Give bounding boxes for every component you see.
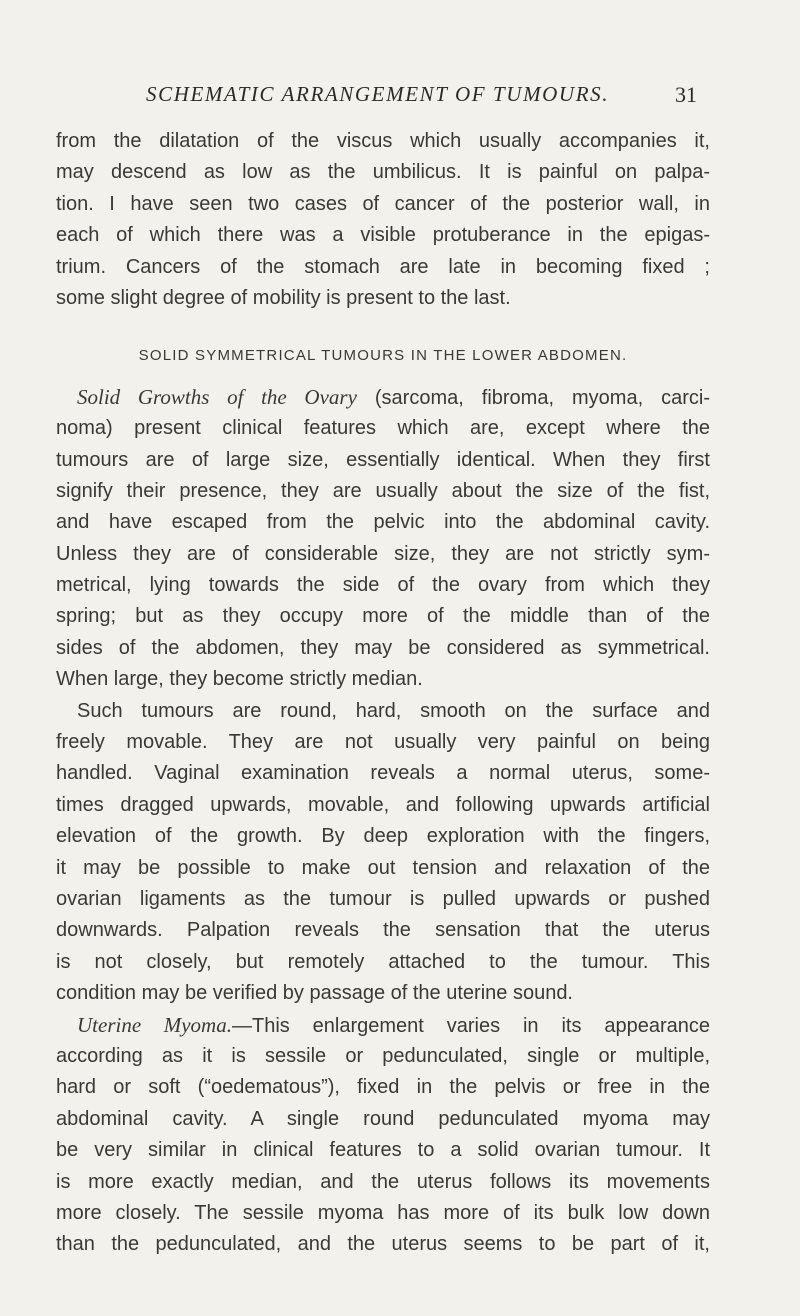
- text-line: [56, 382, 710, 413]
- text-line: is more exactly median, and the uterus follows its movements: [56, 1170, 710, 1193]
- section-heading: SOLID SYMMETRICAL TUMOURS IN THE LOWER ABDOMEN.: [138, 347, 628, 365]
- paragraph-4: [56, 1010, 710, 1261]
- text-line: Such tumours are round, hard, smooth on the surface and: [77, 699, 710, 722]
- text-line: than the pedunculated, and the uterus seems to be part of it,: [56, 1233, 710, 1256]
- text-line: spring; but as they occupy more of the middle than of the: [56, 605, 710, 628]
- text-line: is not closely, but remotely attached to the tumour. This: [56, 950, 710, 973]
- text-line: signify their presence, they are usually about the size of the fist,: [56, 479, 710, 502]
- text-line: according as it is sessile or pedunculated, single or multiple,: [56, 1044, 710, 1067]
- italic-term: Uterine Myoma.: [77, 1012, 232, 1037]
- paragraph-1: [56, 126, 710, 314]
- text-line: may descend as low as the umbilicus. It is painful on palpa-: [56, 161, 710, 184]
- text-line: some slight degree of mobility is present to the last.: [56, 286, 511, 309]
- text-line: more closely. The sessile myoma has more of its bulk low down: [56, 1201, 710, 1224]
- text-line: noma) present clinical features which are, except where the: [56, 417, 710, 440]
- text-line: and have escaped from the pelvic into the abdominal cavity.: [56, 511, 710, 534]
- text-line: trium. Cancers of the stomach are late in becoming fixed ;: [56, 255, 710, 278]
- text-line: downwards. Palpation reveals the sensation that the uterus: [56, 919, 710, 942]
- text-line: handled. Vaginal examination reveals a normal uterus, some-: [56, 762, 710, 785]
- page-number: 31: [675, 82, 697, 107]
- text-line: tion. I have seen two cases of cancer of the posterior wall, in: [56, 192, 710, 215]
- text-line: [56, 1010, 710, 1041]
- text-line: condition may be verified by passage of the uterine sound.: [56, 982, 573, 1005]
- text-line: abdominal cavity. A single round pedunculated myoma may: [56, 1107, 710, 1130]
- text-line: metrical, lying towards the side of the ovary from which they: [56, 574, 710, 597]
- italic-term: Solid Growths of the Ovary: [77, 384, 357, 409]
- text-line: from the dilatation of the viscus which usually accompanies it,: [56, 130, 710, 152]
- paragraph-2: [56, 382, 710, 696]
- paragraph-3: [56, 696, 710, 1010]
- text-line: freely movable. They are not usually very painful on being: [56, 731, 710, 754]
- text-line: it may be possible to make out tension and relaxation of the: [56, 856, 710, 879]
- text-line: hard or soft (“oedematous”), fixed in the pelvis or free in the: [56, 1076, 710, 1099]
- text-span: —This enlargement varies in its appearance: [231, 1014, 710, 1037]
- text-line: tumours are of large size, essentially identical. When they first: [56, 448, 710, 471]
- body-text: [56, 126, 710, 1261]
- text-line: times dragged upwards, movable, and following upwards artificial: [56, 793, 710, 816]
- text-line: When large, they become strictly median.: [56, 668, 423, 691]
- text-line: ovarian ligaments as the tumour is pulled upwards or pushed: [56, 887, 710, 910]
- text-span: (sarcoma, fibroma, myoma, carci-: [356, 386, 710, 409]
- text-line: Unless they are of considerable size, they are not strictly sym-: [56, 542, 710, 565]
- text-line: elevation of the growth. By deep exploration with the fingers,: [56, 825, 710, 848]
- running-title: SCHEMATIC ARRANGEMENT OF TUMOURS.: [146, 82, 610, 106]
- text-line: each of which there was a visible protuberance in the epigas-: [56, 224, 710, 247]
- text-line: be very similar in clinical features to a solid ovarian tumour. It: [56, 1139, 710, 1162]
- page-header: [0, 82, 800, 112]
- text-line: sides of the abdomen, they may be considered as symmetrical.: [56, 636, 710, 659]
